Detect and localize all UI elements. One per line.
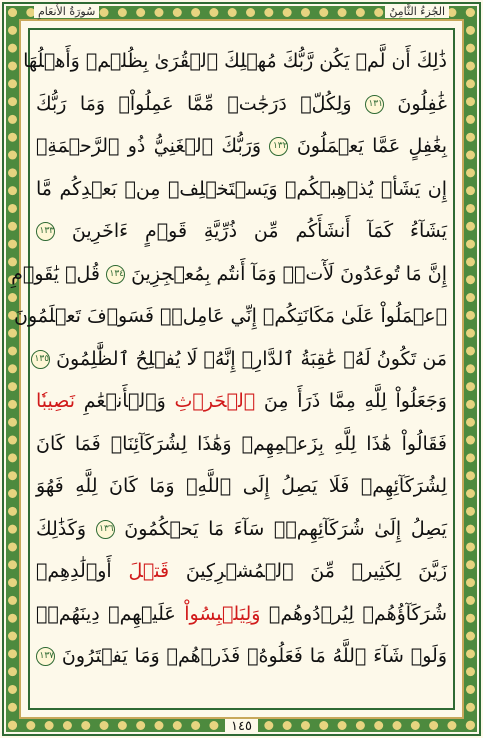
- verse-text: وَجَعَلُواْ لِلَّهِ مِمَّا ذَرَأَ مِنَ: [255, 390, 447, 412]
- verse-text: وَرَبُّكَ ٱلۡغَنِيُّ ذُو ٱلرَّحۡمَةِۚ: [36, 135, 262, 157]
- ayah-number-marker: ١٣٧: [36, 647, 55, 666]
- verse-text: يَشَآءُ كَمَآ أَنشَأَكُم مِّن ذُرِّيَّةِ قَوۡمٍ ءَاخَرِينَ: [71, 220, 447, 242]
- verse-text: ٱعۡمَلُواْ عَلَىٰ مَكَانَتِكُمۡ إِنِّي عَامِلٞۖ فَسَوۡفَ تَعۡلَمُونَ: [14, 305, 447, 327]
- verse-text: ذَٰلِكَ أَن لَّمۡ يَكُن رَّبُّكَ مُهۡلِكَ ٱلۡقُرَىٰ بِظُلۡمٖ وَأَهۡلُهَا: [23, 50, 447, 72]
- text-line: [23, 40, 447, 83]
- verse-text: زَيَّنَ لِكَثِيرٖ مِّنَ ٱلۡمُشۡرِكِينَ: [169, 560, 448, 582]
- text-line: [36, 635, 447, 678]
- verse-text: أَوۡلَٰدِهِمۡ: [36, 560, 112, 582]
- verse-text: إِنَّ مَا تُوعَدُونَ لَأٓتٖۖ وَمَآ أَنتُم بِمُعۡجِزِينَ: [131, 262, 447, 285]
- verse-text: قُلۡ يَٰقَوۡمِ: [11, 262, 100, 285]
- highlighted-word: قَتۡلَ: [128, 560, 170, 582]
- ayah-number-marker: ١٣٣: [36, 222, 55, 241]
- verse-text: مَن تَكُونُ لَهُۥ عَٰقِبَةُ ٱلدَّارِۚ إِنَّهُۥ لَا يُفۡلِحُ ٱلظَّٰلِمُونَ: [56, 347, 447, 370]
- ayah-number-marker: ١٣١: [365, 95, 384, 114]
- highlighted-word: ٱلۡحَرۡثِ: [174, 390, 256, 412]
- ayah-number-marker: ١٣٤: [106, 265, 125, 284]
- juz-name: الجُزءُ الثَّامِنُ: [385, 5, 449, 18]
- text-line: [36, 465, 447, 508]
- text-line: [14, 295, 447, 338]
- verse-text: وَلَوۡ شَآءَ ٱللَّهُ مَا فَعَلُوهُۖ فَذَرۡهُمۡ وَمَا يَفۡتَرُونَ: [61, 645, 447, 667]
- surah-name: سُورَةُ الأَنعَامِ: [34, 5, 99, 18]
- verse-text: وَلِكُلّٖ دَرَجَٰتٞ مِّمَّا عَمِلُواْۚ وَمَا رَبُّكَ: [36, 92, 352, 115]
- verse-text: غَٰفِلُونَ: [397, 92, 447, 115]
- highlighted-word: نَصِيبٗا: [36, 390, 76, 412]
- verse-text: عَلَيۡهِمۡ دِينَهُمۡۖ: [36, 602, 176, 625]
- ayah-number-marker: ١٣٥: [31, 350, 50, 369]
- verse-text: فَقَالُواْ هَٰذَا لِلَّهِ بِزَعۡمِهِمۡ وَهَٰذَا لِشُرَكَآئِنَاۖ فَمَا كَانَ: [36, 432, 447, 455]
- ayah-number-marker: ١٣٦: [96, 520, 115, 539]
- text-line: [36, 508, 447, 551]
- verse-text: لِشُرَكَآئِهِمۡ فَلَا يَصِلُ إِلَى ٱللَّهِۖ وَمَا كَانَ لِلَّهِ فَهُوَ: [36, 475, 447, 497]
- verse-text: إِن يَشَأۡ يُذۡهِبۡكُمۡ وَيَسۡتَخۡلِفۡ مِنۢ بَعۡدِكُم مَّا: [36, 177, 447, 200]
- page-header: [0, 0, 483, 22]
- verse-text: وَكَذَٰلِكَ: [36, 517, 86, 540]
- text-line: [36, 83, 447, 126]
- text-line: [36, 593, 447, 636]
- text-line: [36, 338, 447, 381]
- verse-text: شُرَكَآؤُهُمۡ لِيُرۡدُوهُمۡ: [260, 602, 447, 625]
- quran-text: [11, 40, 448, 678]
- verse-text: وَٱلۡأَنۡعَٰمِ: [75, 390, 166, 412]
- verse-text: يَصِلُ إِلَىٰ شُرَكَآئِهِمۡۗ سَآءَ مَا يَحۡكُمُونَ: [124, 517, 447, 540]
- text-line: [36, 125, 447, 168]
- text-line: [36, 550, 447, 593]
- text-line: [36, 380, 447, 423]
- text-line: [36, 168, 447, 211]
- verse-text: بِغَٰفِلٍ عَمَّا يَعۡمَلُونَ: [296, 135, 447, 157]
- text-line: [11, 253, 447, 296]
- text-line: [36, 423, 447, 466]
- page-number: ١٤٥: [0, 719, 483, 734]
- highlighted-word: وَلِيَلۡبِسُواْ: [184, 602, 261, 625]
- ayah-number-marker: ١٣٢: [269, 137, 288, 156]
- text-line: [36, 210, 447, 253]
